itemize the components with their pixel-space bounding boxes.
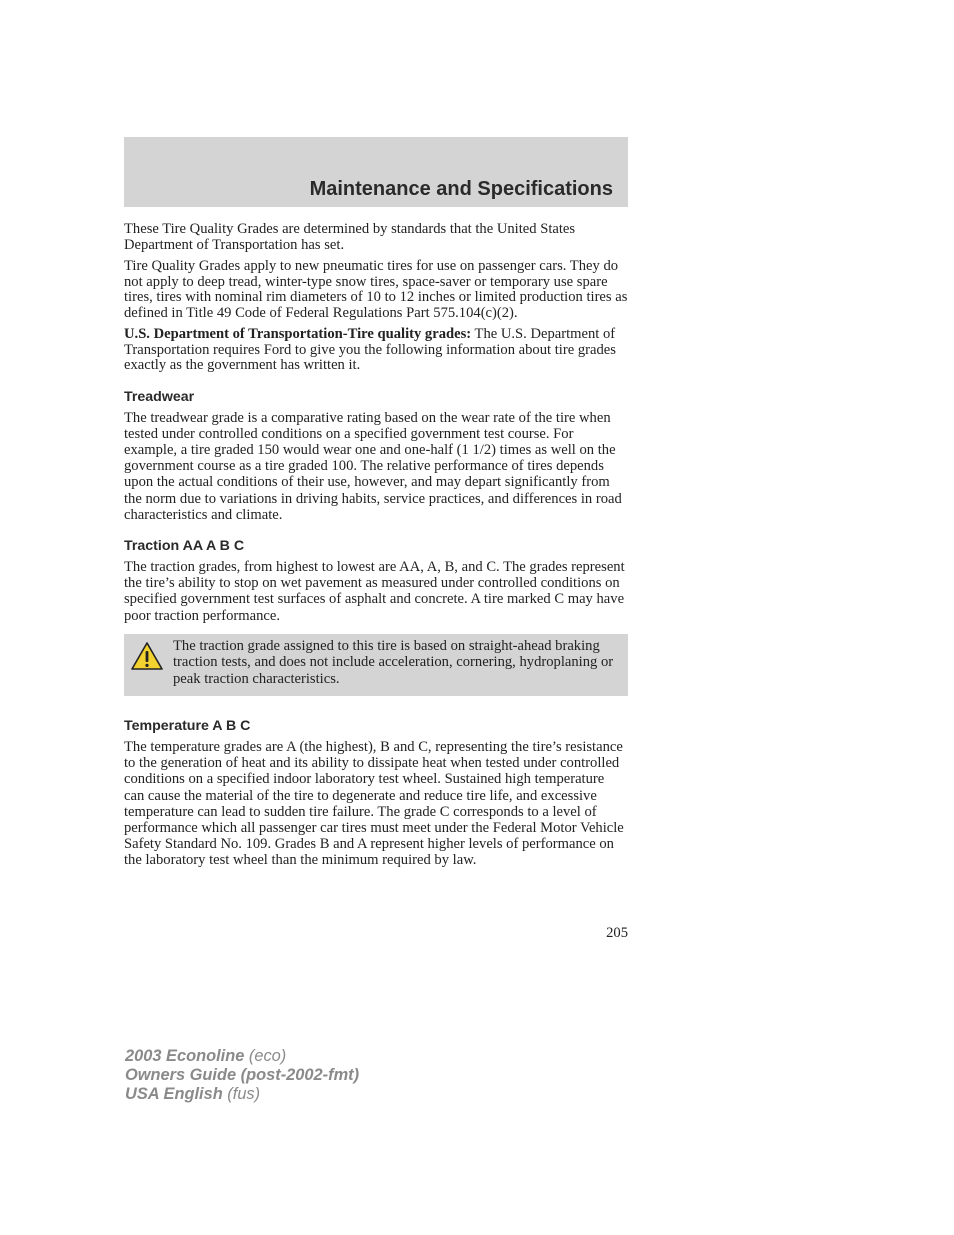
page-number: 205 [606,925,628,941]
treadwear-heading: Treadwear [124,388,195,405]
temperature-heading: Temperature A B C [124,717,251,734]
treadwear-paragraph: The treadwear grade is a comparative rating based on the wear rate of the tire when tested under controlled conditions on a specified government test course. For example, a tire graded 150 would wear one and one-half (1 1/2) times as well on the government course as a tire graded 100. The relative performance of tires depends upon the actual conditions of their use, however, and may depart significantly from the norm due to variations in driving habits, service practices, and differences in road characteristics and climate. [124,409,622,523]
footer-model: 2003 Econoline [125,1047,245,1065]
intro-paragraph-2: Tire Quality Grades apply to new pneumatic tires for use on passenger cars. They do not apply to deep tread, winter-type snow tires, space-saver or temporary use spare tires, tires with nominal rim diameters of 10 to 12 inches or limited production tires as defined in Title 49 Code of Federal Regulations Part 575.104(c)(2). [124,258,628,321]
dot-grades-text: The U.S. Department of Transportation requires Ford to give you the following information about tire grades exactly as the government has written it. [124,326,616,373]
warning-triangle-icon [130,641,164,671]
footer-line-2: Owners Guide (post-2002-fmt) [125,1066,360,1084]
warning-text: The traction grade assigned to this tire is based on straight-ahead braking traction tests, and does not include acceleration, cornering, hydroplaning or peak traction characteristics. [173,637,614,687]
traction-heading: Traction AA A B C [124,537,245,554]
footer-line-3 [125,1085,359,1104]
footer-model-code: (eco) [244,1047,287,1065]
warning-box [124,634,628,696]
intro-paragraph-3 [124,327,628,374]
footer-language-code: (fus) [222,1085,261,1103]
section-title: Maintenance and Specifications [309,178,613,200]
traction-paragraph: The traction grades, from highest to lowest are AA, A, B, and C. The grades represent the tire’s ability to stop on wet pavement as measured under controlled conditions on specified government test surfaces of asphalt and concrete. A tire marked C may have poor traction performance. [124,558,625,624]
intro-paragraph-1: These Tire Quality Grades are determined by standards that the United States Department of Transportation has set. [124,221,576,253]
dot-grades-lead: U.S. Department of Transportation-Tire quality grades: [124,326,472,342]
footer-language: USA English [125,1085,223,1103]
document-footer [125,1047,359,1104]
footer-line-1 [125,1047,359,1066]
temperature-paragraph: The temperature grades are A (the highest), B and C, representing the tire’s resistance to the generation of heat and its ability to dissipate heat when tested under controlled conditions on a specified indoor laboratory test wheel. Sustained high temperature can cause the material of the tire to degenerate and reduce tire life, and excessive temperature can lead to sudden tire failure. The grade C corresponds to a level of performance which all passenger car tires must meet under the Federal Motor Vehicle Safety Standard No. 109. Grades B and A represent higher levels of performance on the laboratory test wheel than the minimum required by law. [124,738,624,869]
page-content [124,222,628,875]
section-header-bar [124,137,628,207]
